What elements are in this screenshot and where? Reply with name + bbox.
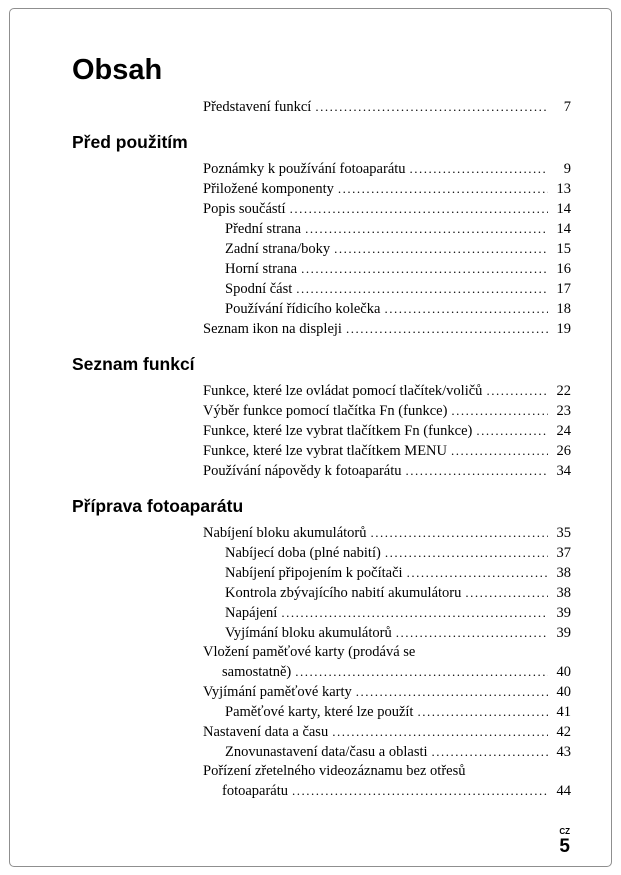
- toc-entry-label: Funkce, které lze vybrat tlačítkem MENU: [203, 443, 448, 459]
- toc-dot-leader: [385, 543, 548, 563]
- toc-page-number: 15: [556, 241, 571, 257]
- toc-entry: [72, 381, 571, 401]
- toc-entry: [72, 722, 571, 742]
- toc-entry: [72, 583, 571, 603]
- toc-dot-leader: [384, 299, 548, 319]
- toc-entry: [72, 279, 571, 299]
- toc-dot-leader: [451, 401, 548, 421]
- toc-page-number: 17: [556, 281, 571, 297]
- toc-entry: [72, 461, 571, 481]
- toc-page-number: 34: [556, 463, 571, 479]
- toc-entry: [72, 563, 571, 583]
- toc-dot-leader: [281, 603, 548, 623]
- toc-dot-leader: [465, 583, 548, 603]
- toc-page-number: 40: [556, 684, 571, 700]
- toc-entry: [72, 742, 571, 762]
- toc-entry: [72, 199, 571, 219]
- page-content: [10, 9, 611, 801]
- toc-page-number: 44: [556, 783, 571, 799]
- toc-entry: [72, 421, 571, 441]
- toc-entry-label: Vyjímání paměťové karty: [203, 684, 352, 700]
- section-heading: Před použitím: [72, 132, 188, 152]
- toc-entry: [72, 643, 571, 662]
- toc-dot-leader: [334, 239, 548, 259]
- toc-entry-label: Kontrola zbývajícího nabití akumulátoru: [225, 585, 462, 601]
- toc-dot-leader: [332, 722, 548, 742]
- toc-dot-leader: [305, 219, 548, 239]
- page-number: 5: [559, 836, 570, 857]
- page-title: Obsah: [72, 54, 163, 86]
- toc-dot-leader: [296, 279, 548, 299]
- toc-entry: [72, 781, 571, 801]
- toc-entry-label: Funkce, které lze vybrat tlačítkem Fn (funkce): [203, 423, 473, 439]
- toc-entry: [72, 762, 571, 781]
- toc-page-number: 40: [556, 664, 571, 680]
- toc-dot-leader: [451, 441, 548, 461]
- toc-entry-label: Funkce, které lze ovládat pomocí tlačítek/voličů: [203, 383, 483, 399]
- table-of-contents: [72, 97, 571, 801]
- toc-entry: [72, 623, 571, 643]
- toc-entry-label: Napájení: [225, 605, 278, 621]
- toc-page-number: 42: [556, 724, 571, 740]
- toc-page-number: 39: [556, 625, 571, 641]
- toc-dot-leader: [410, 159, 548, 179]
- toc-page-number: 19: [556, 321, 571, 337]
- toc-entry-label: Horní strana: [225, 261, 298, 277]
- toc-page-number: 35: [556, 525, 571, 541]
- toc-page-number: 9: [563, 161, 571, 177]
- toc-entry: [72, 523, 571, 543]
- toc-page-number: 7: [563, 99, 571, 115]
- toc-dot-leader: [486, 381, 548, 401]
- toc-page-number: 14: [556, 221, 571, 237]
- toc-page-number: 22: [556, 383, 571, 399]
- toc-entry-label: Výběr funkce pomocí tlačítka Fn (funkce): [203, 403, 448, 419]
- toc-page-number: 26: [556, 443, 571, 459]
- toc-entry-label: Popis součástí: [203, 201, 286, 217]
- toc-entry: [72, 219, 571, 239]
- toc-dot-leader: [417, 702, 548, 722]
- toc-dot-leader: [476, 421, 548, 441]
- toc-entry-label: Přiložené komponenty: [203, 181, 334, 197]
- toc-entry: [72, 603, 571, 623]
- toc-entry: [72, 159, 571, 179]
- toc-dot-leader: [407, 563, 548, 583]
- toc-entry: [72, 97, 571, 117]
- toc-dot-leader: [315, 97, 548, 117]
- toc-page-number: 37: [556, 545, 571, 561]
- toc-dot-leader: [290, 199, 548, 219]
- toc-dot-leader: [406, 461, 548, 481]
- toc-entry: [72, 299, 571, 319]
- toc-dot-leader: [338, 179, 548, 199]
- toc-dot-leader: [396, 623, 548, 643]
- toc-entry-label: Nabíjení bloku akumulátorů: [203, 525, 367, 541]
- toc-page-number: 16: [556, 261, 571, 277]
- document-page: [9, 8, 612, 867]
- toc-dot-leader: [301, 259, 548, 279]
- toc-entry-label: Vložení paměťové karty (prodává se: [203, 644, 416, 660]
- toc-entry: [72, 441, 571, 461]
- toc-entry-label: Zadní strana/boky: [225, 241, 331, 257]
- language-code: CZ: [559, 827, 570, 836]
- toc-entry-label: Nastavení data a času: [203, 724, 329, 740]
- toc-entry-label: samostatně): [222, 664, 292, 680]
- toc-entry-label: Nabíjecí doba (plné nabití): [225, 545, 381, 561]
- toc-entry: [72, 179, 571, 199]
- toc-entry-label: Používání nápovědy k fotoaparátu: [203, 463, 402, 479]
- toc-page-number: 13: [556, 181, 571, 197]
- toc-page-number: 18: [556, 301, 571, 317]
- toc-dot-leader: [432, 742, 548, 762]
- section-heading: Příprava fotoaparátu: [72, 496, 244, 516]
- toc-entry-label: Používání řídicího kolečka: [225, 301, 381, 317]
- toc-page-number: 41: [556, 704, 571, 720]
- toc-entry: [72, 662, 571, 682]
- toc-page-number: 14: [556, 201, 571, 217]
- toc-entry: [72, 682, 571, 702]
- toc-entry-label: Znovunastavení data/času a oblasti: [225, 744, 428, 760]
- toc-page-number: 23: [556, 403, 571, 419]
- section-heading: Seznam funkcí: [72, 354, 195, 374]
- toc-page-number: 38: [556, 565, 571, 581]
- toc-entry-label: Vyjímání bloku akumulátorů: [225, 625, 392, 641]
- toc-entry-label: Poznámky k používání fotoaparátu: [203, 161, 406, 177]
- toc-page-number: 39: [556, 605, 571, 621]
- toc-entry-label: Spodní část: [225, 281, 293, 297]
- toc-entry-label: Nabíjení připojením k počítači: [225, 565, 403, 581]
- toc-entry: [72, 259, 571, 279]
- toc-entry-label: Pořízení zřetelného videozáznamu bez otřesů: [203, 763, 466, 779]
- toc-dot-leader: [356, 682, 548, 702]
- toc-page-number: 24: [556, 423, 571, 439]
- toc-entry: [72, 401, 571, 421]
- toc-entry-label: fotoaparátu: [222, 783, 289, 799]
- toc-dot-leader: [346, 319, 548, 339]
- page-footer: [559, 827, 570, 857]
- toc-entry-label: Seznam ikon na displeji: [203, 321, 342, 337]
- toc-dot-leader: [295, 662, 548, 682]
- toc-entry-label: Přední strana: [225, 221, 302, 237]
- toc-dot-leader: [371, 523, 549, 543]
- toc-entry-label: Představení funkcí: [203, 99, 312, 115]
- toc-page-number: 38: [556, 585, 571, 601]
- toc-entry-label: Paměťové karty, které lze použít: [225, 704, 414, 720]
- toc-entry: [72, 319, 571, 339]
- toc-page-number: 43: [556, 744, 571, 760]
- toc-entry: [72, 702, 571, 722]
- toc-entry: [72, 543, 571, 563]
- toc-dot-leader: [292, 781, 548, 801]
- toc-entry: [72, 239, 571, 259]
